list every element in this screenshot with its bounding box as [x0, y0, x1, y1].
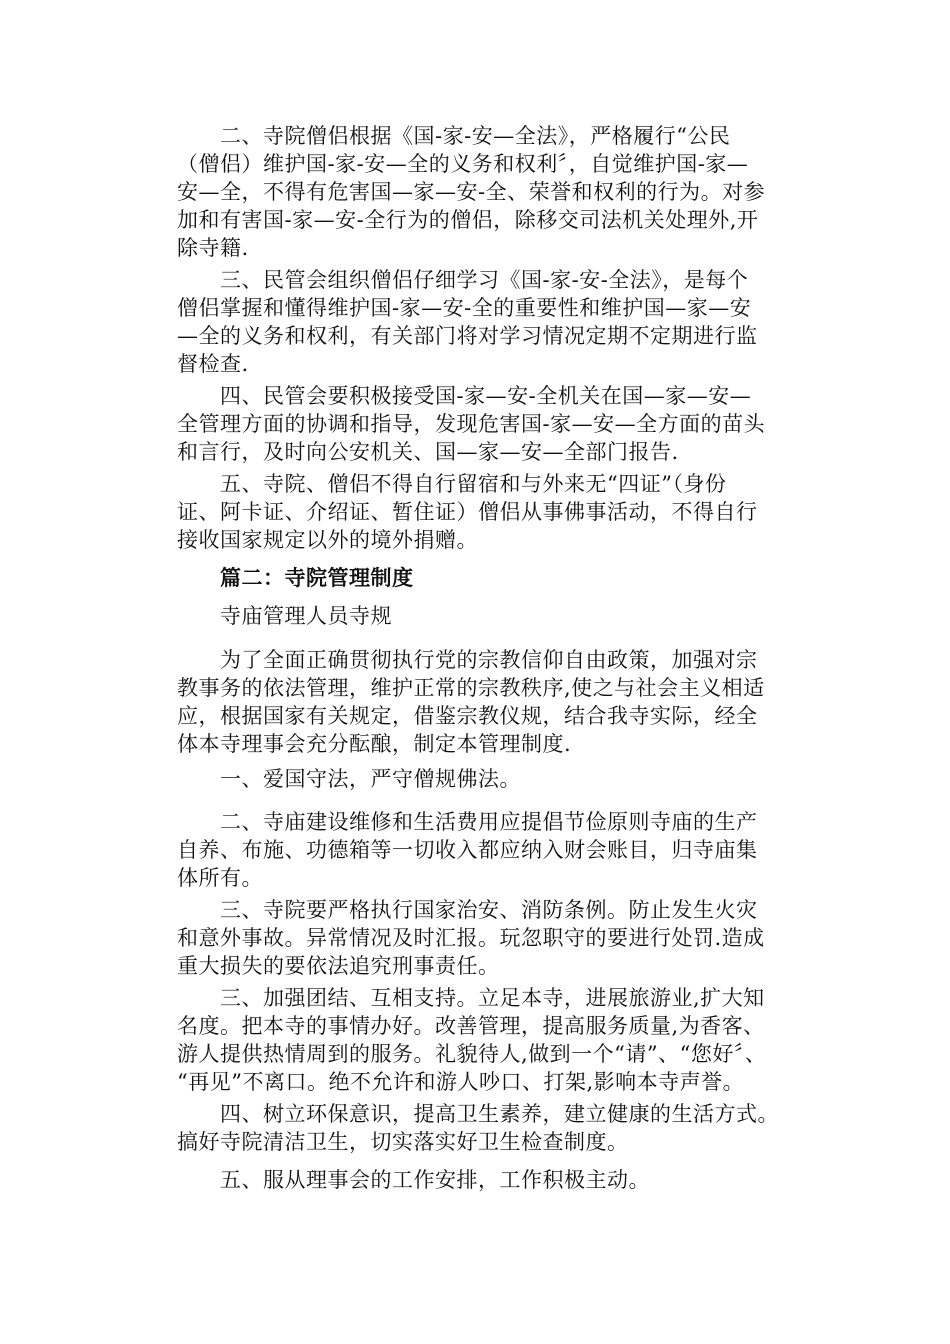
text-line: 体所有。	[177, 866, 263, 890]
text-line: 游人提供热情周到的服务。礼貌待人,做到一个“请”、“您好〞、	[177, 1042, 767, 1066]
text-line: （僧侣）维护国-家-安—全的义务和权利〞，自觉维护国-家—	[177, 152, 749, 176]
text-line: —全的义务和权利，有关部门将对学习情况定期不定期进行监	[177, 324, 758, 348]
text-line: 除寺籍.	[177, 236, 249, 260]
text-line: 教事务的依法管理，维护正常的宗教秩序,使之与社会主义相适	[177, 676, 765, 700]
text-line: 加和有害国-家—安-全行为的僧侣，除移交司法机关处理外,开	[177, 208, 759, 232]
text-line: 名度。把本寺的事情办好。改善管理，提高服务质量,为香客、	[177, 1014, 765, 1038]
text-line: 四、树立环保意识，提高卫生素养，建立健康的生活方式。	[177, 1102, 779, 1126]
text-line: 全管理方面的协调和指导，发现危害国-家—安—全方面的苗头	[177, 412, 766, 436]
text-line: 三、民管会组织僧侣仔细学习《国-家-安-全法》，是每个	[177, 268, 749, 292]
text-line: 体本寺理事会充分酝酿，制定本管理制度.	[177, 732, 572, 756]
text-line: 应，根据国家有关规定，借鉴宗教仪规，结合我寺实际，经全	[177, 704, 758, 728]
text-line: 二、寺院僧侣根据《国-家-安—全法》，严格履行“公民	[177, 124, 731, 148]
text-line: 二、寺庙建设维修和生活费用应提倡节俭原则寺庙的生产	[177, 810, 758, 834]
text-line: 接收国家规定以外的境外捐赠。	[177, 528, 478, 552]
text-line: 四、民管会要积极接受国-家—安-全机关在国—家—安—	[177, 384, 752, 408]
text-line: 三、加强团结、互相支持。立足本寺，进展旅游业,扩大知	[177, 986, 765, 1010]
text-line: 重大损失的要依法追究刑事责任。	[177, 954, 500, 978]
text-line: 三、寺院要严格执行国家治安、消防条例。防止发生火灾	[177, 898, 758, 922]
text-line: 督检查.	[177, 352, 249, 376]
text-line: 和意外事故。异常情况及时汇报。玩忽职守的要进行处罚.造成	[177, 926, 765, 950]
text-line: 僧侣掌握和懂得维护国-家—安-全的重要性和维护国—家—安	[177, 296, 752, 320]
text-line: “再见”不离口。绝不允许和游人吵口、打架,影响本寺声誉。	[177, 1070, 745, 1094]
text-line: 五、寺院、僧侣不得自行留宿和与外来无“四证”（身份	[177, 472, 727, 496]
text-line: 和言行，及时向公安机关、国—家—安—全部门报告.	[177, 440, 679, 464]
text-line: 寺庙管理人员寺规	[177, 604, 392, 628]
text-line: 自养、布施、功德箱等一切收入都应纳入财会账目，归寺庙集	[177, 838, 758, 862]
text-line: 一、爱国守法，严守僧规佛法。	[177, 767, 521, 791]
section-heading: 篇二：寺院管理制度	[177, 565, 414, 590]
text-line: 搞好寺院清洁卫生，切实落实好卫生检查制度。	[177, 1130, 629, 1154]
text-line: 证、阿卡证、介绍证、暂住证）僧侣从事佛事活动，不得自行	[177, 500, 758, 524]
text-line: 五、服从理事会的工作安排，工作积极主动。	[177, 1168, 650, 1192]
text-line: 安—全，不得有危害国—家—安-全、荣誉和权利的行为。对参	[177, 180, 766, 204]
text-line: 为了全面正确贯彻执行党的宗教信仰自由政策，加强对宗	[177, 648, 758, 672]
